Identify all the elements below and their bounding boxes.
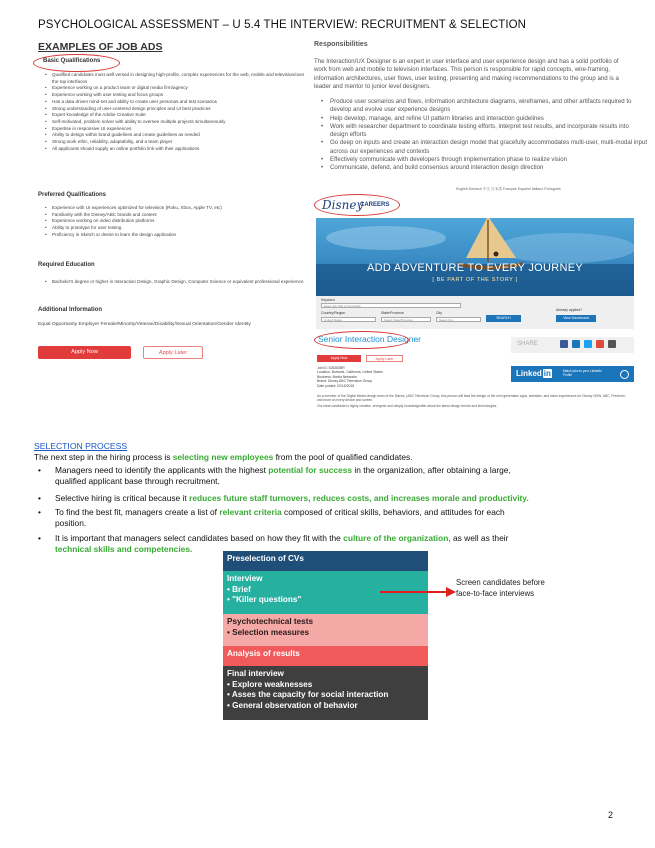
- selection-bullet-2: Selective hiring is critical because it reduces future staff turnovers, reduces costs, and increases morale and productivity.: [55, 493, 529, 503]
- flow-step-preselection: Preselection of CVs: [223, 551, 428, 571]
- job-meta-item: Date posted: 02/15/2018: [317, 383, 355, 388]
- facebook-icon[interactable]: [560, 340, 568, 348]
- flow-step-item: • Explore weaknesses: [227, 679, 313, 689]
- selection-bullet-1: Managers need to identify the applicants with the highest potential for success in the organization, after obtaining a large, qualified applicant base through recruitment.: [55, 465, 511, 486]
- state-select[interactable]: Select State/Province: [381, 317, 431, 322]
- flow-step-item: • Brief: [227, 584, 251, 594]
- view-dashboard-button[interactable]: View Dashboard: [556, 315, 596, 322]
- twitter-icon[interactable]: [584, 340, 592, 348]
- job-search-panel: [316, 296, 634, 329]
- flow-step-final-interview: Final interview • Explore weaknesses • Asses the capacity for social interaction • General observation of behavior: [223, 666, 428, 720]
- job-description-paragraph: Our ideal candidate is highly creative, energetic and deeply knowledgeable about the latest design trends and technologies.: [317, 404, 498, 408]
- language-nav[interactable]: English Deutsch 中文 日本語 Français Español Italiano Português: [456, 187, 561, 191]
- arrow-right-icon: [380, 585, 460, 599]
- ocean-boat-image: [316, 218, 634, 296]
- linkedin-in-badge: in: [543, 369, 551, 378]
- selection-bullet-3: To find the best fit, managers create a list of relevant criteria composed of critical skills, behaviors, and attitudes for each position.: [55, 507, 505, 528]
- job-meta-item: Job ID: 526283BR: [317, 366, 345, 370]
- job-meta-list: [317, 366, 497, 388]
- hero-banner: [316, 218, 634, 296]
- flow-step-interview: Interview • Brief • "Killer questions": [223, 571, 428, 614]
- list-item: • Has a data driven mind-set and ability to create user personas and test scenarios: [52, 99, 307, 106]
- selection-bullet-4: It is important that managers select candidates based on how they fit with the culture of the organization, as well as their technical skills and competencies.: [55, 533, 509, 554]
- list-item: • Qualified candidates must well versed in designing high-profile, complex experiences for the web, mobile and television/over the top interfaces: [52, 72, 307, 85]
- additional-information-text: Equal Opportunity Employer Female/Minority/Veteran/Disability/Sexual Orientation/Gender Identity: [38, 322, 251, 327]
- apply-later-button[interactable]: Apply Later: [366, 355, 403, 362]
- list-item: • Expertise in responsive UI experiences: [52, 126, 307, 133]
- country-label: Country/Region: [321, 311, 346, 315]
- additional-information-heading: Additional Information: [38, 307, 102, 313]
- flow-step-item: • Selection measures: [227, 627, 310, 637]
- list-item: • Proficiency in Sketch or desire to learn the design application: [52, 232, 307, 239]
- required-education-list: [38, 279, 307, 286]
- list-item: • Effectively communicate with developers through implementation phase to realize vision: [330, 156, 648, 164]
- flow-step-item: • General observation of behavior: [227, 700, 358, 710]
- list-item: • Ability to prototype for user testing: [52, 225, 307, 232]
- banner-headline: ADD ADVENTURE TO EVERY JOURNEY: [366, 262, 584, 274]
- state-label: State/Province: [381, 311, 404, 315]
- linkedin-logo-text: Linked: [516, 369, 542, 378]
- list-item: • Communicate, defend, and build consensus around interaction design direction: [330, 164, 648, 172]
- apply-now-button[interactable]: Apply Now: [317, 355, 361, 362]
- preferred-qualifications-list: [38, 205, 307, 239]
- basic-qualifications-heading: Basic Qualifications: [43, 58, 101, 64]
- banner-subheadline: [ BE PART OF THE STORY ]: [432, 277, 518, 283]
- examples-title: EXAMPLES OF JOB ADS: [38, 41, 163, 53]
- list-item: • Strong work ethic, reliability, adaptability, and a team player: [52, 139, 307, 146]
- flow-step-psychotechnical-tests: Psychotechnical tests • Selection measures: [223, 614, 428, 646]
- job-title: Senior Interaction Designer: [318, 334, 422, 344]
- city-select[interactable]: Select City: [436, 317, 481, 322]
- bullet-icon: •: [38, 465, 41, 475]
- selection-process-title: SELECTION PROCESS: [34, 441, 128, 451]
- logo-careers-text: CAREERS: [360, 202, 390, 208]
- google-plus-icon[interactable]: [596, 340, 604, 348]
- bullet-icon: •: [38, 533, 41, 543]
- screen-candidates-callout: Screen candidates before face-to-face interviews: [456, 578, 545, 598]
- search-button[interactable]: SEARCH: [486, 315, 521, 322]
- flow-step-item: • Asses the capacity for social interaction: [227, 690, 389, 699]
- list-item: • Work with researcher department to coordinate testing efforts, interpret test results, and incorporate results into design efforts: [330, 123, 648, 140]
- linkedin-match-text: Match jobs to your LinkedIn Profile: [563, 369, 602, 377]
- list-item: • Bachelor's degree or higher in Interaction Design, Graphic Design, Computer Science or equivalent professional experience: [52, 279, 307, 286]
- bullet-icon: •: [38, 507, 41, 517]
- page-number: 2: [608, 810, 614, 820]
- list-item: • Self-motivated, problem solver with ability to oversee multiple projects simultaneously: [52, 119, 307, 126]
- required-education-heading: Required Education: [38, 262, 95, 268]
- list-item: • Go deep on inputs and create an interaction design model that gracefully accommodates multi-user, multi-modal input across our experiences and contexts: [330, 139, 648, 156]
- list-item: • Ability to design within brand guidelines and create guidelines as needed: [52, 132, 307, 139]
- already-applied-text: Already applied?: [556, 308, 583, 312]
- highlight-circle: [314, 194, 400, 216]
- job-meta-item: Brand: Disney ABC Television Group: [317, 379, 373, 384]
- apply-now-button[interactable]: Apply Now: [38, 346, 131, 359]
- page-header: PSYCHOLOGICAL ASSESSMENT – U 5.4 THE INTERVIEW: RECRUITMENT & SELECTION: [38, 19, 527, 31]
- apply-later-button[interactable]: Apply Later: [143, 346, 203, 359]
- selection-intro: The next step in the hiring process is selecting new employees from the pool of qualified candidates.: [34, 452, 413, 462]
- responsibilities-list: [314, 98, 648, 173]
- preferred-qualifications-heading: Preferred Qualifications: [38, 192, 107, 198]
- list-item: • Experience working on a product team or digital media firm/agency: [52, 85, 307, 92]
- linkedin-share-icon[interactable]: [572, 340, 580, 348]
- flow-step-analysis: Analysis of results: [223, 646, 428, 666]
- linkedin-logo: [516, 369, 552, 378]
- city-label: City: [436, 311, 443, 315]
- highlight-circle: [33, 54, 120, 72]
- bullet-icon: •: [38, 493, 41, 503]
- country-select[interactable]: United States: [321, 317, 376, 322]
- job-meta-item: Location: Burbank, California, United States: [317, 370, 383, 375]
- job-meta-item: Business: Media Networks: [317, 374, 357, 379]
- list-item: • Help develop, manage, and refine UI pattern libraries and interaction guidelines: [330, 115, 648, 123]
- responsibilities-intro: The Interaction/UX Designer is an expert in user interface and user experience design and has a solid portfolio of work from web and mobile to television interfaces. This person is responsible for rapid concepts, wire-framing, information architectures, user flows, user testing, presenting and making recommendations to the group and is a leader and mentor to junior level designers.: [314, 58, 619, 90]
- list-item: • Strong understanding of user-centered design principles and UI best practices: [52, 106, 307, 113]
- logo-disney-text: Disney: [322, 198, 364, 212]
- email-icon[interactable]: [608, 340, 616, 348]
- keyword-input[interactable]: Enter Job Title or Keywords: [321, 303, 461, 308]
- highlight-circle: [314, 331, 409, 349]
- chevron-right-icon: [620, 370, 629, 379]
- responsibilities-heading: Responsibilities: [314, 41, 368, 48]
- list-item: • Familiarity with the Disney/ABC brands and content: [52, 212, 307, 219]
- list-item: • Experience working with user testing and focus groups: [52, 92, 307, 99]
- keyword-label: Keyword: [321, 298, 335, 302]
- list-item: • Expert knowledge of the Adobe Creative Suite: [52, 112, 307, 119]
- list-item: • Experience working on video distribution platforms: [52, 218, 307, 225]
- share-label: SHARE: [517, 341, 538, 347]
- flow-step-item: • "Killer questions": [227, 595, 302, 604]
- list-item: • Produce user scenarios and flows, information architecture diagrams, wireframes, and other artifacts required to develop and evolve user experience designs: [330, 98, 648, 115]
- list-item: • All applicants should supply an online portfolio link with their applications: [52, 146, 307, 153]
- job-description-paragraph: As a member of the Digital Media design team of the Disney | ABC Television Group, this person will lead the design of the next generation apps, websites, and video experiences for Disney NOW, ABC, Freeform, and more on every device and screen.: [317, 394, 626, 403]
- list-item: • Experience with UI experiences optimized for television (Roku, Xbox, Apple TV, etc): [52, 205, 307, 212]
- basic-qualifications-list: [38, 72, 307, 152]
